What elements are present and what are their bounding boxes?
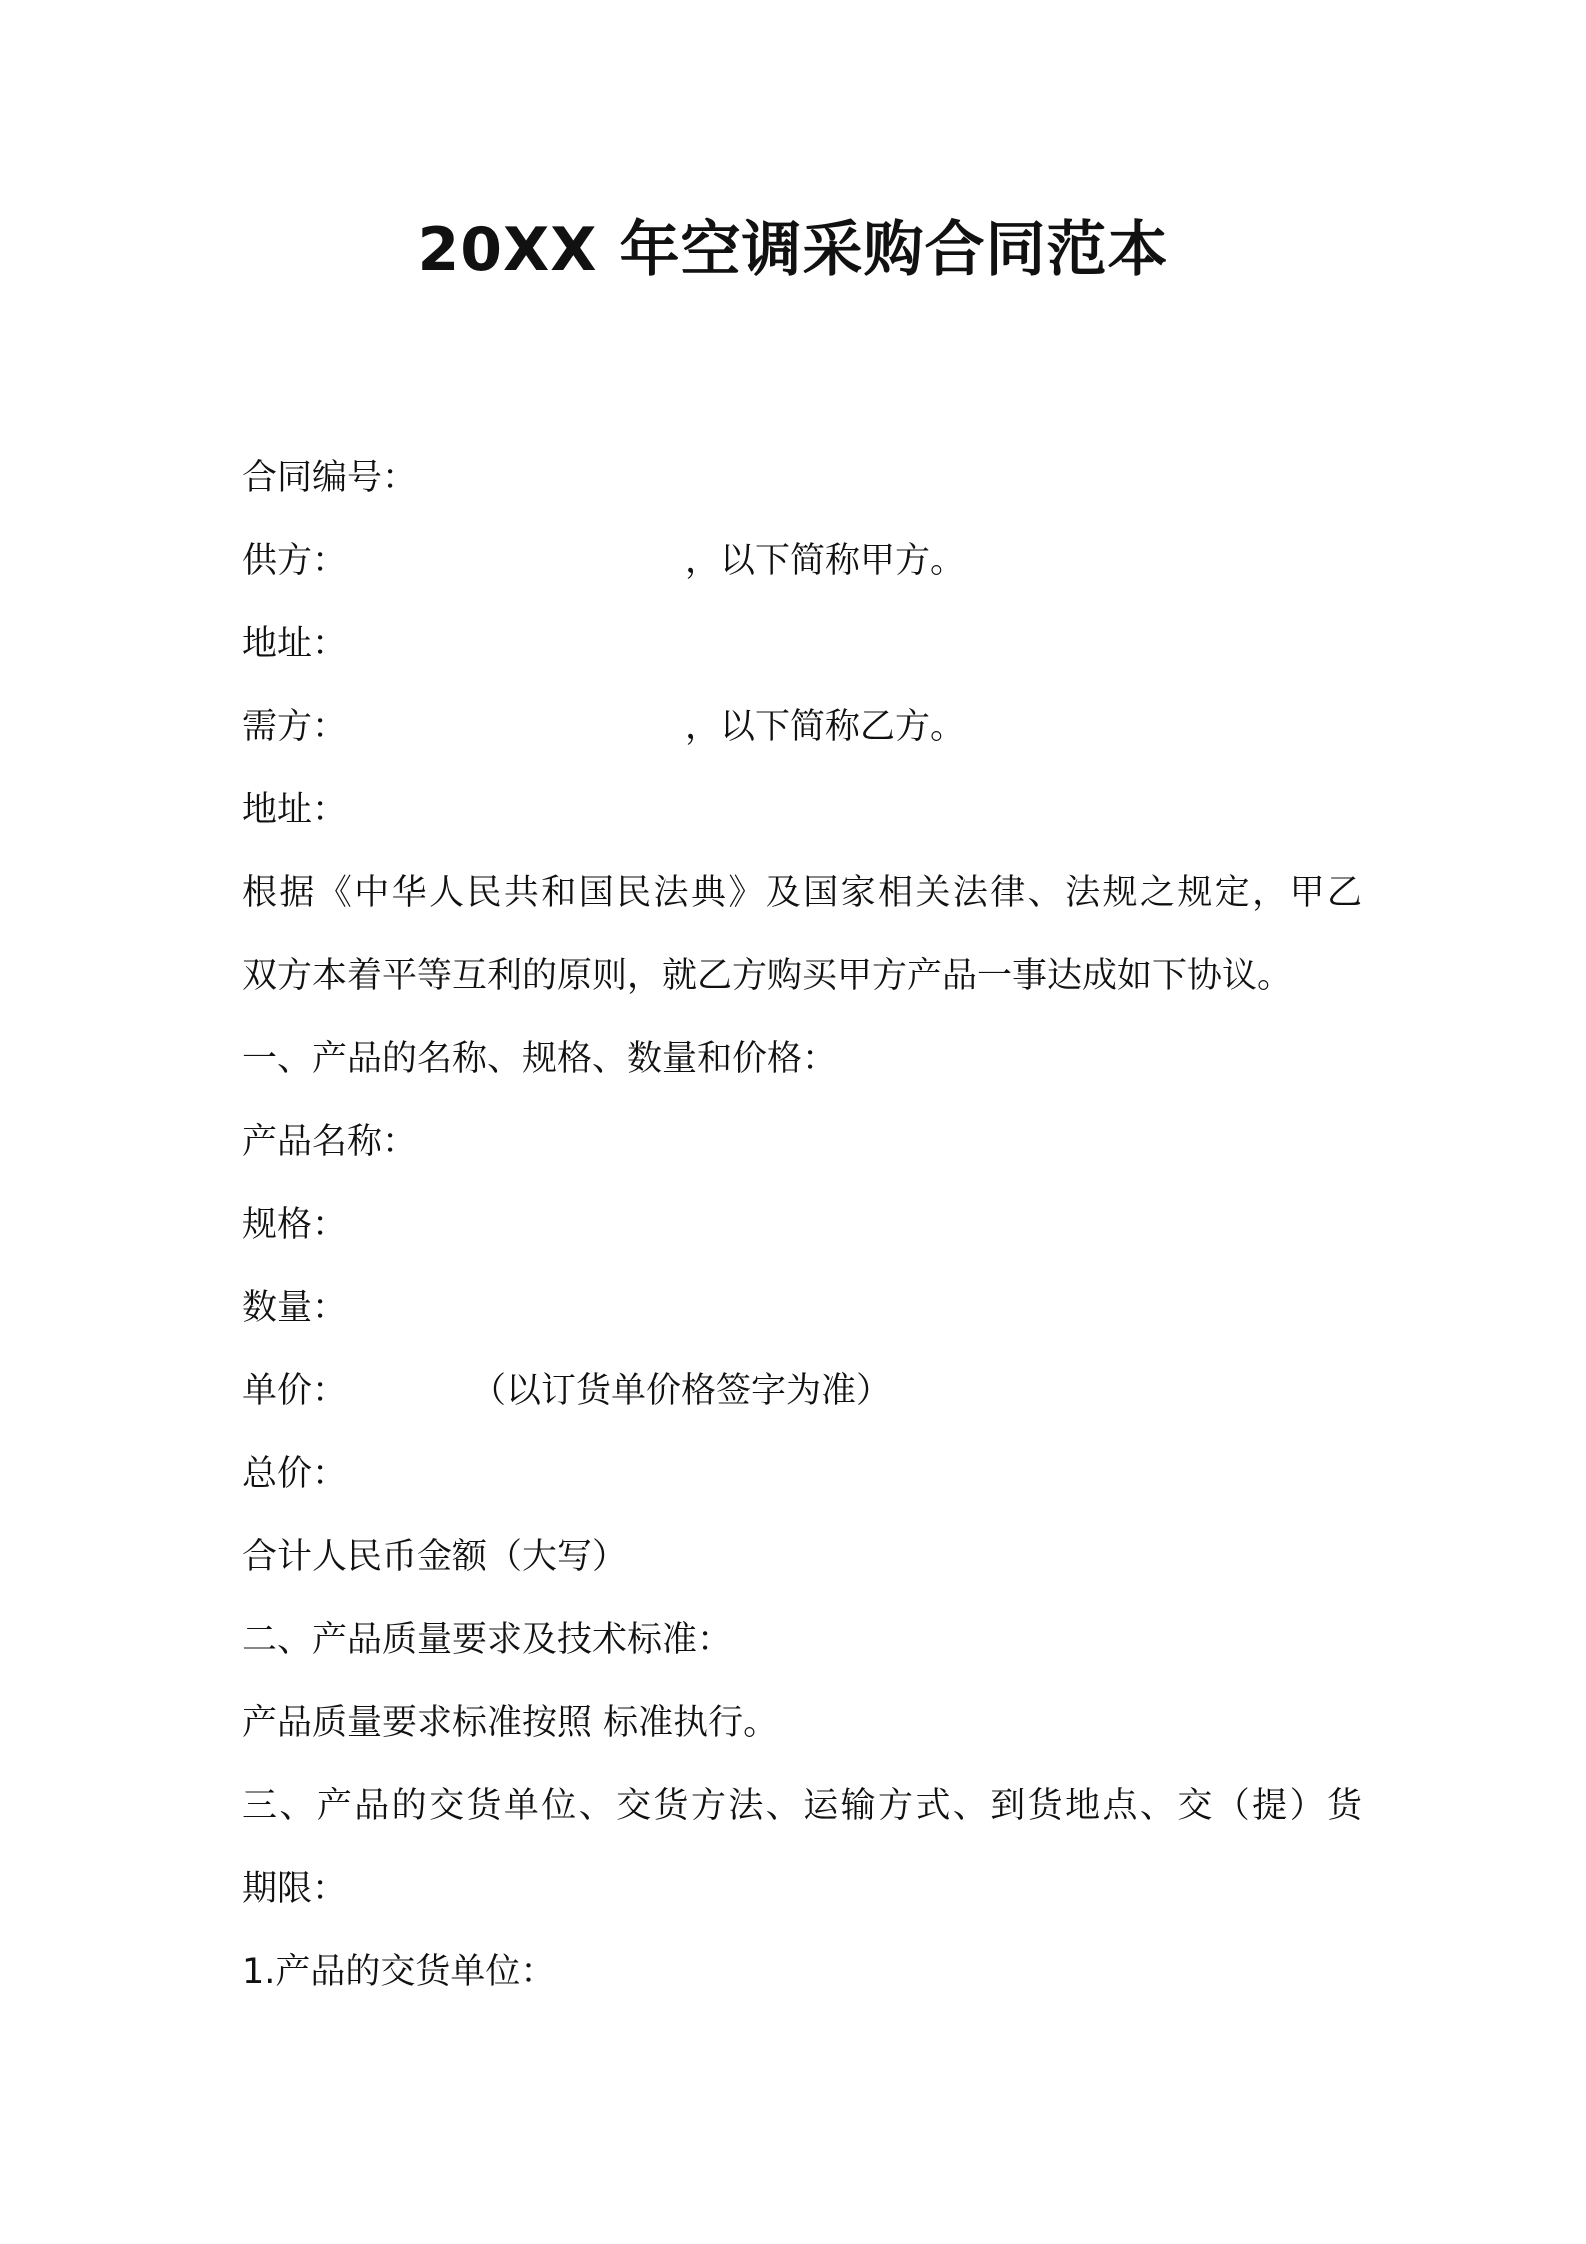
supplier-address-line: 地址： — [242, 624, 348, 664]
unit-price-line — [242, 1363, 1362, 1446]
product-name-line: 产品名称： — [242, 1122, 418, 1162]
buyer-label: 需方： — [242, 707, 348, 747]
document-title: 20XX 年空调采购合同范本 — [417, 215, 1169, 285]
total-price-line: 总价： — [242, 1454, 348, 1494]
intro-paragraph-line-2: 双方本着平等互利的原则，就乙方购买甲方产品一事达成如下协议。 — [242, 956, 1293, 996]
item-3-1-line: 1.产品的交货单位： — [242, 1952, 556, 1992]
intro-paragraph-line-1: 根据《中华人民共和国民法典》及国家相关法律、法规之规定，甲乙 — [242, 873, 1362, 913]
quality-standard-line: 产品质量要求标准按照 标准执行。 — [242, 1703, 779, 1743]
buyer-alias: ，以下简称乙方。 — [685, 707, 966, 747]
contract-number-line: 合同编号： — [242, 458, 418, 498]
section-3-heading-line-1: 三、产品的交货单位、交货方法、运输方式、到货地点、交（提）货 — [242, 1786, 1362, 1826]
buyer-line — [242, 699, 1362, 782]
spec-line: 规格： — [242, 1205, 348, 1245]
supplier-line — [242, 533, 1362, 616]
section-1-heading: 一、产品的名称、规格、数量和价格： — [242, 1039, 838, 1079]
supplier-label: 供方： — [242, 541, 348, 581]
quantity-line: 数量： — [242, 1288, 348, 1328]
document-body — [242, 450, 1362, 2027]
section-2-heading: 二、产品质量要求及技术标准： — [242, 1620, 733, 1660]
unit-price-note: （以订货单价格签字为准） — [471, 1371, 892, 1411]
buyer-address-line: 地址： — [242, 790, 348, 830]
total-rmb-line: 合计人民币金额（大写） — [242, 1537, 628, 1577]
unit-price-label: 单价： — [242, 1371, 348, 1411]
section-3-heading-line-2: 期限： — [242, 1869, 348, 1909]
supplier-alias: ，以下简称甲方。 — [685, 541, 966, 581]
